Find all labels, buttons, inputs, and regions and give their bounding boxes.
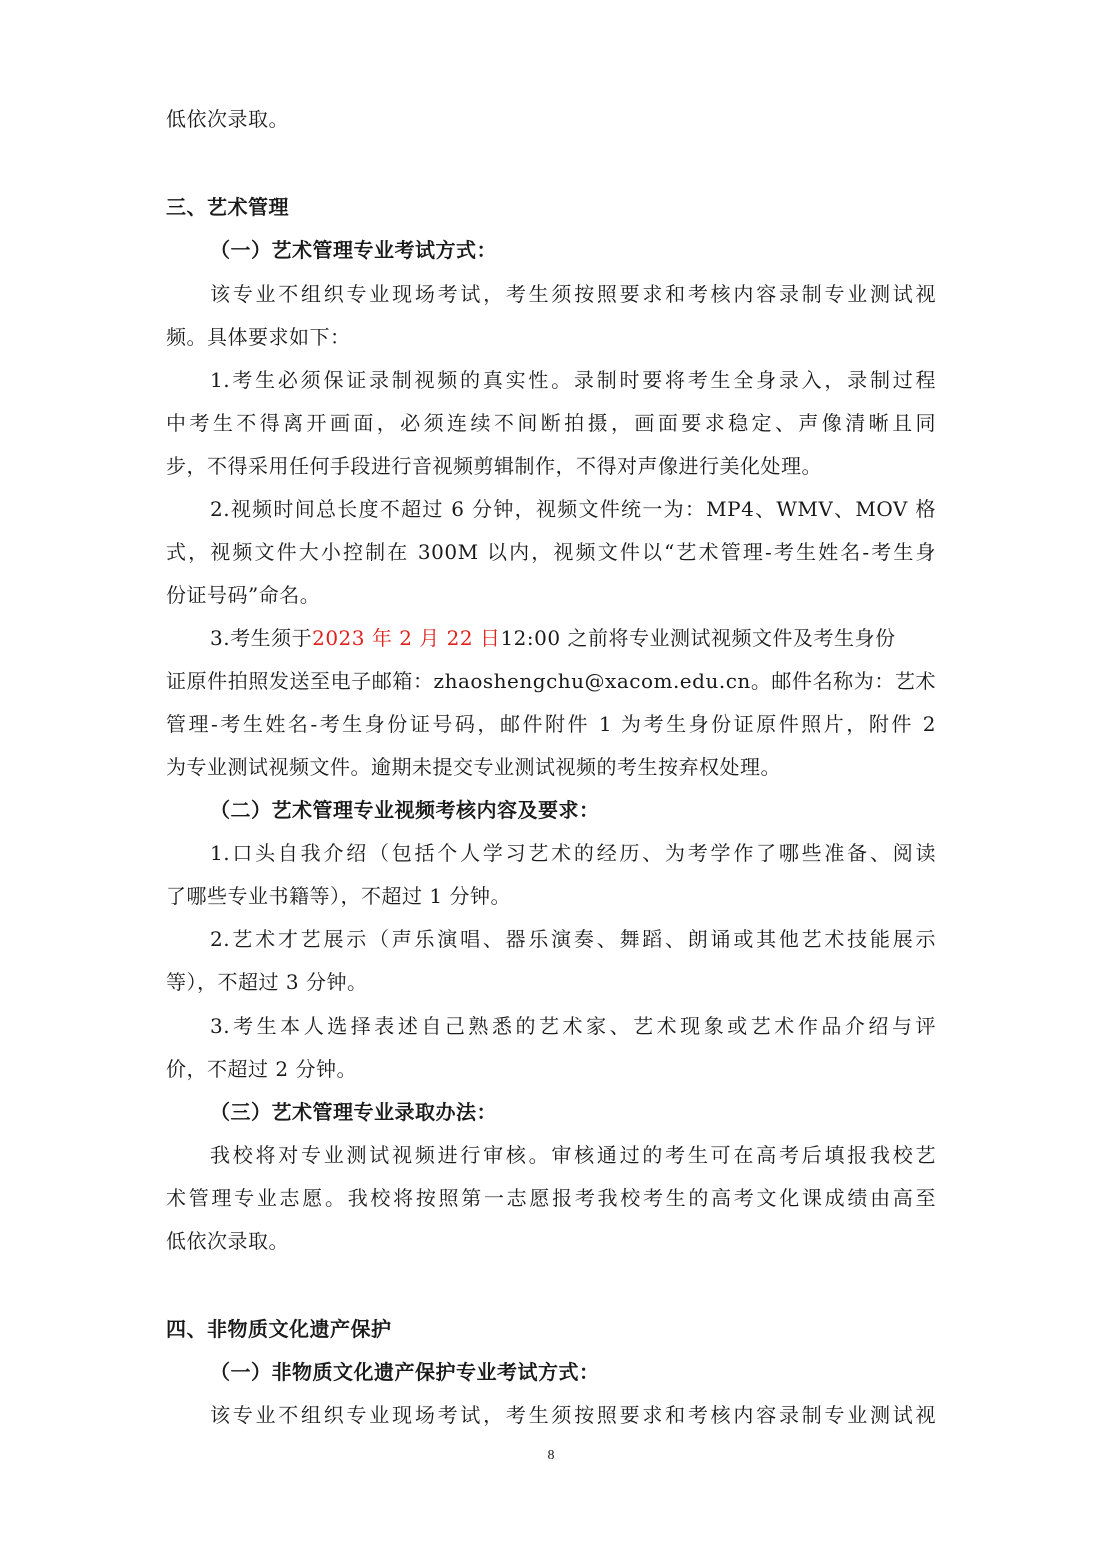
paragraph-line: 频。具体要求如下： xyxy=(166,325,351,349)
deadline-date: 2023 年 2 月 22 日 xyxy=(312,626,501,650)
page-number: 8 xyxy=(547,1448,555,1463)
paragraph-line: 等），不超过 3 分钟。 xyxy=(166,970,368,994)
paragraph-line: 1.考生必须保证录制视频的真实性。录制时要将考生全身录入，录制过程 xyxy=(210,368,936,392)
paragraph-line: 1.口头自我介绍（包括个人学习艺术的经历、为考学作了哪些准备、阅读 xyxy=(210,841,936,865)
deadline-prefix: 3.考生须于 xyxy=(210,626,313,650)
paragraph-line: 中考生不得离开画面，必须连续不间断拍摄，画面要求稳定、声像清晰且同 xyxy=(166,411,936,435)
paragraph-line: 3.考生本人选择表述自己熟悉的艺术家、艺术现象或艺术作品介绍与评 xyxy=(210,1014,936,1038)
paragraph-line: 步，不得采用任何手段进行音视频剪辑制作，不得对声像进行美化处理。 xyxy=(166,454,822,478)
paragraph-line: 份证号码”命名。 xyxy=(166,583,321,607)
paragraph-line: 价，不超过 2 分钟。 xyxy=(166,1057,357,1081)
paragraph-line: 该专业不组织专业现场考试，考生须按照要求和考核内容录制专业测试视 xyxy=(210,282,936,306)
paragraph-line: 低依次录取。 xyxy=(166,107,289,131)
deadline-suffix: 12:00 之前将专业测试视频文件及考生身份 xyxy=(500,626,896,650)
paragraph-line: 2.视频时间总长度不超过 6 分钟，视频文件统一为：MP4、WMV、MOV 格 xyxy=(210,497,936,521)
subsection-heading-exam-method: （一）艺术管理专业考试方式： xyxy=(210,238,497,262)
paragraph-line: 管理-考生姓名-考生身份证号码，邮件附件 1 为考生身份证原件照片，附件 2 xyxy=(166,712,936,736)
paragraph-line: 低依次录取。 xyxy=(166,1229,289,1253)
paragraph-line: 式，视频文件大小控制在 300M 以内，视频文件以“艺术管理-考生姓名-考生身 xyxy=(166,540,936,564)
paragraph-line: 该专业不组织专业现场考试，考生须按照要求和考核内容录制专业测试视 xyxy=(210,1403,936,1427)
paragraph-line: 术管理专业志愿。我校将按照第一志愿报考我校考生的高考文化课成绩由高至 xyxy=(166,1186,936,1210)
subsection-heading-video-content: （二）艺术管理专业视频考核内容及要求： xyxy=(210,798,600,822)
paragraph-line: 了哪些专业书籍等），不超过 1 分钟。 xyxy=(166,884,511,908)
paragraph-line: 2.艺术才艺展示（声乐演唱、器乐演奏、舞蹈、朗诵或其他艺术技能展示 xyxy=(210,927,936,951)
paragraph-line: 为专业测试视频文件。逾期未提交专业测试视频的考生按弃权处理。 xyxy=(166,755,781,779)
paragraph-line-deadline xyxy=(210,623,936,653)
section-heading-intangible-heritage: 四、非物质文化遗产保护 xyxy=(166,1317,392,1341)
section-heading-art-management: 三、艺术管理 xyxy=(166,195,289,219)
subsection-heading-admission: （三）艺术管理专业录取办法： xyxy=(210,1100,497,1124)
paragraph-line: 我校将对专业测试视频进行审核。审核通过的考生可在高考后填报我校艺 xyxy=(210,1143,936,1167)
paragraph-line-email: 证原件拍照发送至电子邮箱：zhaoshengchu@xacom.edu.cn。邮件名称为：艺术 xyxy=(166,669,936,693)
subsection-heading-exam-method: （一）非物质文化遗产保护专业考试方式： xyxy=(210,1360,600,1384)
